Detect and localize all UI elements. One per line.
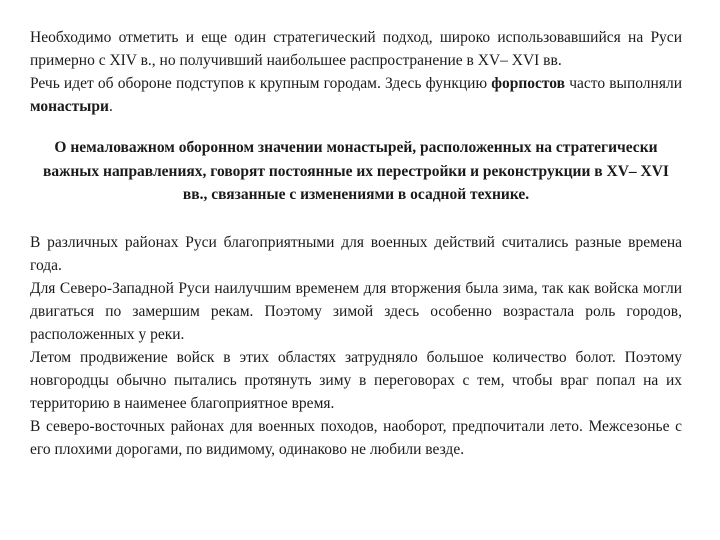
northeast-summer-paragraph: В северо-восточных районах для военных походов, наоборот, предпочитали лето. Межсезонье с его плохими дорогами, по видимому, одинаково не любили везде. xyxy=(30,417,682,458)
outposts-text-middle: часто выполняли xyxy=(565,75,682,92)
monasteries-callout: О немаловажном оборонном значении монастырей, расположенных на стратегически важных направлениях, говорят постоянные их перестройки и реконструкции в XV– XVI вв., связанные с изменениями в осадной технике. xyxy=(43,139,669,203)
seasons-paragraph: В различных районах Руси благоприятными для военных действий считались разные времена года. xyxy=(30,233,682,274)
seasons-section xyxy=(30,231,682,461)
outposts-text-end: . xyxy=(108,98,113,115)
document-page xyxy=(30,26,682,461)
monasteries-term: монастыри xyxy=(30,98,109,115)
intro-paragraph: Необходимо отметить и еще один стратегический подход, широко использовавшийся на Руси примерно с XIV в., но получивший наибольшее распространение в XV– XVI вв. xyxy=(30,29,682,69)
intro-section xyxy=(30,26,682,118)
northwest-winter-paragraph: Для Северо-Западной Руси наилучшим временем для вторжения была зима, так как войска могли двигаться по замершим рекам. Поэтому зимой здесь особенно возрастала роль городов, расположенных у реки. xyxy=(30,279,682,343)
outposts-paragraph xyxy=(30,72,682,118)
summer-swamps-paragraph: Летом продвижение войск в этих областях затрудняло большое количество болот. Поэтому новгородцы обычно пытались протянуть зиму в переговорах с тем, чтобы враг попал на их территорию в наименее благоприятное время. xyxy=(30,348,682,412)
outposts-text-start: Речь идет об обороне подступов к крупным городам. Здесь функцию xyxy=(30,75,492,92)
outposts-term: форпостов xyxy=(491,75,566,92)
